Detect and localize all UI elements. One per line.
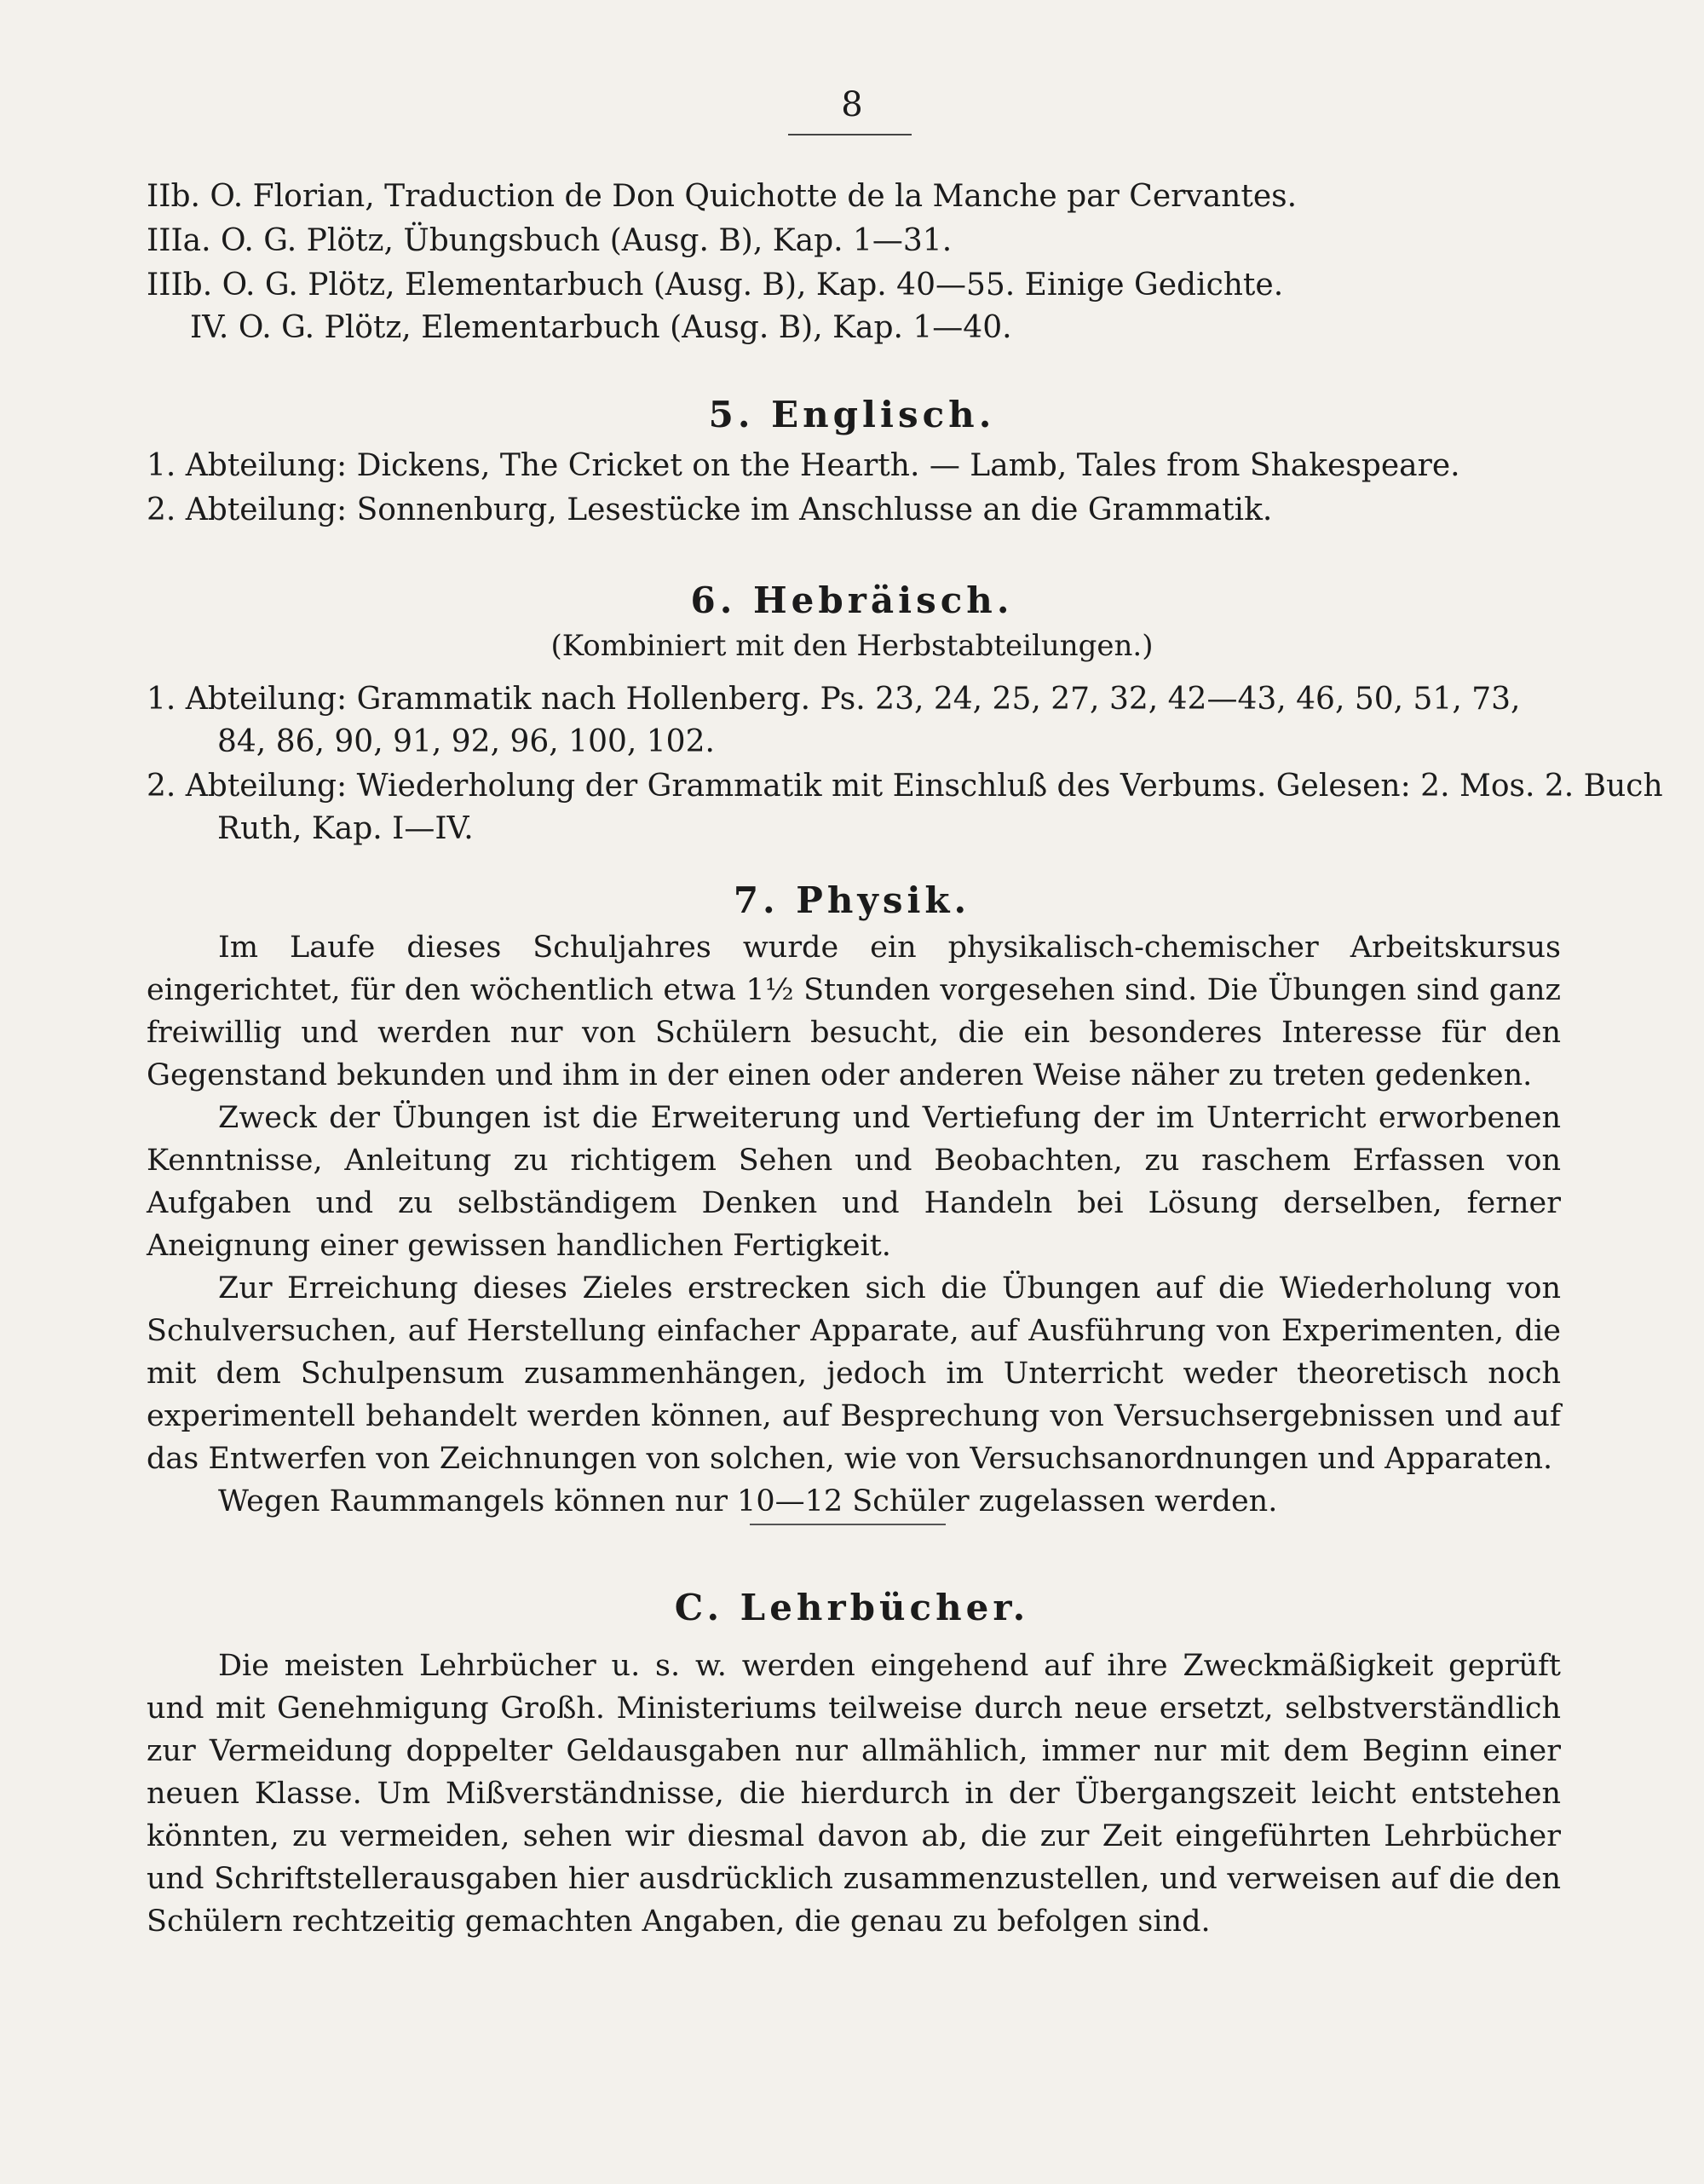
french-line: IIIa. O. G. Plötz, Übungsbuch (Ausg. B), Kap. 1—31. bbox=[147, 223, 953, 258]
physik-paragraph: Im Laufe dieses Schuljahres wurde ein physikalisch-chemischer Arbeitskursus eingerichtet, für den wöchentlich etwa 1½ Stunden vorgesehen sind. Die Übungen sind ganz freiwillig und werden nur von Schülern besucht, die ein besonderes Interesse für den Gegenstand bekunden und ihm in der einen oder anderen Weise näher zu treten gedenken. bbox=[147, 931, 1561, 1092]
page-number-rule bbox=[788, 134, 912, 135]
heading-physik: 7. Physik. bbox=[733, 879, 971, 921]
englisch-line: 2. Abteilung: Sonnenburg, Lesestücke im Anschlusse an die Grammatik. bbox=[147, 493, 1273, 527]
hebraeisch-subheading: (Kombiniert mit den Herbstabteilungen.) bbox=[550, 629, 1154, 663]
hebraeisch-line: 2. Abteilung: Wiederholung der Grammatik mit Einschluß des Verbums. Gelesen: 2. Mos. 2. Buch bbox=[147, 769, 1663, 804]
physik-paragraph: Zur Erreichung dieses Zieles erstrecken sich die Übungen auf die Wiederholung von Schulversuchen, auf Herstellung einfacher Apparate, auf Ausführung von Experimenten, die mit dem Schulpensum zusammenhängen, jedoch im Unterricht weder theoretisch noch experimentell behandelt werden können, auf Besprechung von Versuchsergebnissen und auf das Entwerfen von Zeichnungen von solchen, wie von Versuchsanordnungen und Apparaten. bbox=[147, 1271, 1561, 1476]
french-line: IV. O. G. Plötz, Elementarbuch (Ausg. B), Kap. 1—40. bbox=[190, 310, 1012, 345]
heading-englisch: 5. Englisch. bbox=[708, 394, 996, 435]
heading-lehrbuecher: C. Lehrbücher. bbox=[674, 1587, 1030, 1628]
page-number: 8 bbox=[841, 85, 863, 124]
french-line: IIb. O. Florian, Traduction de Don Quichotte de la Manche par Cervantes. bbox=[147, 179, 1298, 214]
hebraeisch-line: 84, 86, 90, 91, 92, 96, 100, 102. bbox=[217, 724, 715, 759]
lehrbuecher-paragraph: Die meisten Lehrbücher u. s. w. werden eingehend auf ihre Zweckmäßigkeit geprüft und mit Genehmigung Großh. Ministeriums teilweise durch neue ersetzt, selbstverständlich zur Vermeidung doppelter Geldausgaben nur allmählich, immer nur mit dem Beginn einer neuen Klasse. Um Mißverständnisse, die hierdurch in der Übergangszeit leicht entstehen könnten, zu vermeiden, sehen wir diesmal davon ab, die zur Zeit eingeführten Lehrbücher und Schriftstellerausgaben hier ausdrücklich zusammenzustellen, und verweisen auf die den Schülern rechtzeitig gemachten Angaben, die genau zu befolgen sind. bbox=[147, 1649, 1561, 1939]
physik-body bbox=[147, 926, 1561, 1523]
physik-paragraph: Wegen Raummangels können nur 10—12 Schüler zugelassen werden. bbox=[218, 1484, 1278, 1518]
french-line: IIIb. O. G. Plötz, Elementarbuch (Ausg. B), Kap. 40—55. Einige Gedichte. bbox=[147, 268, 1284, 303]
physik-paragraph: Zweck der Übungen ist die Erweiterung und Vertiefung der im Unterricht erworbenen Kenntnisse, Anleitung zu richtigem Sehen und Beobachten, zu raschem Erfassen von Aufgaben und zu selbständigem Denken und Handeln bei Lösung derselben, ferner Aneignung einer gewissen handlichen Fertigkeit. bbox=[147, 1101, 1561, 1263]
heading-hebraeisch: 6. Hebräisch. bbox=[690, 579, 1014, 621]
lehrbuecher-body bbox=[147, 1645, 1561, 1943]
section-divider bbox=[750, 1524, 946, 1525]
hebraeisch-line: Ruth, Kap. I—IV. bbox=[217, 811, 474, 846]
englisch-line: 1. Abteilung: Dickens, The Cricket on the Hearth. — Lamb, Tales from Shakespeare. bbox=[147, 448, 1460, 483]
hebraeisch-line: 1. Abteilung: Grammatik nach Hollenberg. Ps. 23, 24, 25, 27, 32, 42—43, 46, 50, 51, 73, bbox=[147, 682, 1521, 717]
